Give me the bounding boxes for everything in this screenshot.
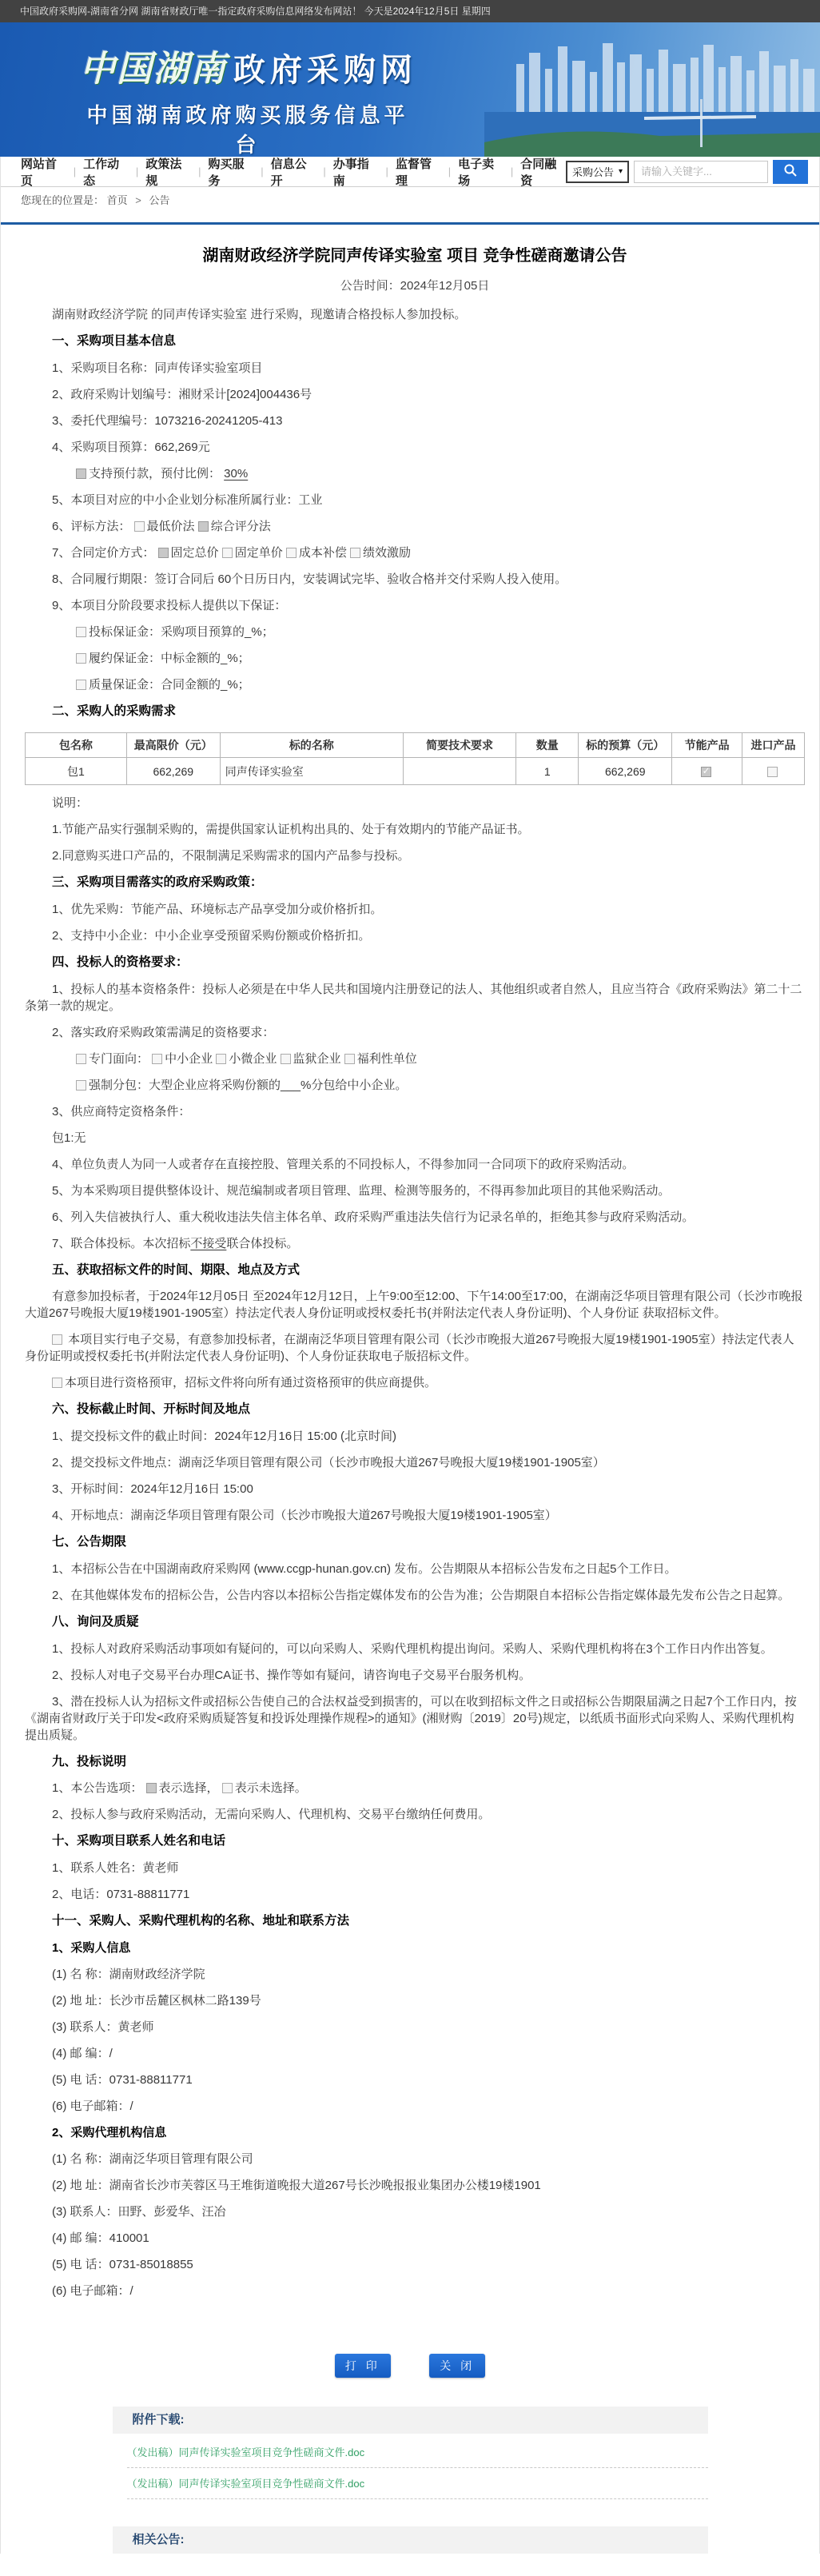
nav-separator: | xyxy=(448,165,452,177)
paragraph: 2、电话：0731-88811771 xyxy=(52,1887,190,1901)
paragraph: (6) 电子邮箱：/ xyxy=(52,2099,133,2113)
section-heading: 五、获取招标文件的时间、期限、地点及方式 xyxy=(52,1262,301,1277)
paragraph: 本项目实行电子交易，有意参加投标者，在湖南泛华项目管理有限公司（长沙市晚报大道267号晚报大厦19楼1901-1905室）持法定代表人身份证明或授权委托书(并附法定代表人身份证明)、个人身份证获取电子版招标文件。 xyxy=(25,1333,794,1364)
paragraph: (2) 地 址：湖南省长沙市芙蓉区马王堆街道晚报大道267号长沙晚报报业集团办公楼19楼1901 xyxy=(52,2178,541,2192)
paragraph: 7、合同定价方式： ✓固定总价 固定单价 成本补偿 绩效激励 xyxy=(25,540,805,566)
table-cell: 同声传译实验室 xyxy=(220,758,403,785)
paragraph: 7、联合体投标。本次招标不接受联合体投标。 xyxy=(52,1236,299,1250)
paragraph: (5) 电 话：0731-88811771 xyxy=(52,2072,193,2087)
requirements-table xyxy=(25,732,805,785)
paragraph: 5、为本采购项目提供整体设计、规范编制或者项目管理、监理、检测等服务的，不得再参加此项目的其他采购活动。 xyxy=(52,1183,671,1198)
checkbox-unchecked[interactable] xyxy=(52,1378,62,1388)
nav-separator: | xyxy=(510,165,514,177)
table-cell xyxy=(672,758,742,785)
table-header: 简要技术要求 xyxy=(403,733,515,758)
underlined-text: 30% xyxy=(224,466,249,481)
search-category-value: 采购公告 xyxy=(571,166,614,178)
table-row xyxy=(26,758,805,785)
table-cell xyxy=(742,758,805,785)
checkbox-unchecked[interactable] xyxy=(76,1054,86,1064)
paragraph: 投标保证金：采购项目预算的_%； xyxy=(25,619,805,645)
nav-separator: | xyxy=(198,165,201,177)
paragraph: 1、投标人的基本资格条件：投标人必须是在中华人民共和国境内注册登记的法人、其他组织或者自然人，且应当符合《政府采购法》第二十二条第一款的规定。 xyxy=(25,982,802,1013)
paragraph: 2、政府采购计划编号：湘财采计[2024]004436号 xyxy=(52,387,312,401)
nav-item-1[interactable]: 工作动态 xyxy=(83,157,120,188)
paragraph: 9、本项目分阶段要求投标人提供以下保证： xyxy=(52,598,287,612)
paragraph: 2、提交投标文件地点：湖南泛华项目管理有限公司（长沙市晚报大道267号晚报大厦19楼1901-1905室） xyxy=(52,1456,605,1470)
table-header: 包名称 xyxy=(26,733,127,758)
table-header: 节能产品 xyxy=(672,733,742,758)
nav-separator: | xyxy=(73,165,77,177)
paragraph: 1、投标人对政府采购活动事项如有疑问的，可以向采购人、采购代理机构提出询问。采购人、采购代理机构将在3个工作日内作出答复。 xyxy=(52,1641,773,1656)
checkbox-unchecked[interactable] xyxy=(281,1054,291,1064)
paragraph: 1.节能产品实行强制采购的，需提供国家认证机构出具的、处于有效期内的节能产品证书。 xyxy=(52,823,530,837)
paragraph: 3、开标时间：2024年12月16日 15:00 xyxy=(52,1482,253,1497)
page-shell xyxy=(0,157,820,2554)
checkbox-unchecked[interactable] xyxy=(52,1334,62,1345)
checkbox-unchecked[interactable] xyxy=(344,1054,355,1064)
page-title: 湖南财政经济学院同声传译实验室 项目 竞争性磋商邀请公告 xyxy=(202,247,627,265)
checkbox-checked[interactable] xyxy=(158,548,169,558)
attachment-link-1[interactable]: （发出稿）同声传译实验室项目竞争性磋商文件.doc xyxy=(127,2468,708,2499)
section-heading: 十一、采购人、采购代理机构的名称、地址和联系方法 xyxy=(52,1913,350,1928)
attachment-file-list xyxy=(113,2434,708,2499)
paragraph: 6、评标方法： 最低价法 ✓综合评分法 xyxy=(25,513,805,540)
paragraph: 2、投标人参与政府采购活动，无需向采购人、代理机构、交易平台缴纳任何费用。 xyxy=(52,1808,491,1822)
nav-item-0[interactable]: 网站首页 xyxy=(21,157,58,188)
paragraph: 1、本招标公告在中国湖南政府采购网 (www.ccgp-hunan.gov.cn) 发布。公告期限从本招标公告发布之日起5个工作日。 xyxy=(52,1561,677,1576)
related-title: 相关公告: xyxy=(113,2526,708,2554)
breadcrumb xyxy=(1,187,819,214)
paragraph: (3) 联系人：田野、彭爱华、汪冶 xyxy=(52,2204,226,2219)
table-cell xyxy=(403,758,515,785)
attachments-panel xyxy=(113,2407,708,2499)
checkbox-checked[interactable] xyxy=(146,1783,157,1793)
paragraph: ✓支持预付款，预付比例： 30% xyxy=(25,461,805,487)
article-body xyxy=(25,301,805,2304)
paragraph: 有意参加投标者，于2024年12月05日 至2024年12月12日，上午9:00至12:00、下午14:00至17:00，在湖南泛华项目管理有限公司（长沙市晚报大道267号晚报大厦19楼1901-1905室）持法定代表人身份证明或授权委托书(并附法定代表人身份证明)、个人身份证 获取招标文件。 xyxy=(25,1290,803,1321)
paragraph: (5) 电 话：0731-85018855 xyxy=(52,2257,193,2271)
paragraph: (1) 名 称：湖南泛华项目管理有限公司 xyxy=(52,2151,253,2166)
paragraph: 4、单位负责人为同一人或者存在直接控股、管理关系的不同投标人，不得参加同一合同项下的政府采购活动。 xyxy=(52,1157,635,1171)
paragraph: (4) 邮 编：410001 xyxy=(52,2231,149,2245)
checkbox-unchecked[interactable] xyxy=(216,1054,226,1064)
paragraph: 3、供应商特定资格条件： xyxy=(52,1104,191,1119)
main-nav xyxy=(1,157,819,187)
section-heading: 一、采购项目基本信息 xyxy=(52,334,177,348)
checkbox-unchecked[interactable] xyxy=(76,680,86,690)
breadcrumb-separator: > xyxy=(135,194,141,206)
checkbox-checked[interactable] xyxy=(198,521,209,532)
checkbox-unchecked[interactable] xyxy=(767,767,778,777)
nav-separator: | xyxy=(135,165,139,177)
nav-separator: | xyxy=(323,165,326,177)
nav-item-4[interactable]: 信息公开 xyxy=(270,157,307,188)
announcement-article xyxy=(1,225,819,2304)
section-heading: 七、公告期限 xyxy=(52,1535,127,1549)
checkbox-unchecked[interactable] xyxy=(222,548,233,558)
breadcrumb-home-link[interactable]: 首页 xyxy=(106,194,128,206)
paragraph: 说明： xyxy=(52,796,89,811)
paragraph: 本项目进行资格预审，招标文件将向所有通过资格预审的供应商提供。 xyxy=(25,1370,805,1396)
search-icon xyxy=(783,163,798,180)
search-box xyxy=(566,160,808,184)
paragraph: 2、投标人对电子交易平台办理CA证书、操作等如有疑问，请咨询电子交易平台服务机构。 xyxy=(52,1668,531,1682)
checkbox-unchecked[interactable] xyxy=(76,653,86,664)
logo-subtitle: 中国湖南政府购买服务信息平台 xyxy=(86,103,409,157)
section-heading: 2、采购代理机构信息 xyxy=(52,2125,167,2139)
table-cell: 包1 xyxy=(26,758,127,785)
paragraph: (1) 名 称：湖南财政经济学院 xyxy=(52,1967,205,1981)
checkbox-checked[interactable] xyxy=(76,469,86,479)
paragraph: 强制分包：大型企业应将采购份额的___%分包给中小企业。 xyxy=(25,1072,805,1099)
top-notice-bar: 中国政府采购网-湖南省分网 湖南省财政厅唯一指定政府采购信息网络发布网站！ 今天是2024年12月5日 星期四 xyxy=(0,0,820,22)
paragraph: 1、联系人姓名：黄老师 xyxy=(52,1860,179,1875)
nav-item-2[interactable]: 政策法规 xyxy=(145,157,182,188)
nav-item-5[interactable]: 办事指南 xyxy=(332,157,369,188)
publish-date: 公告时间：2024年12月05日 xyxy=(340,279,490,293)
section-heading: 六、投标截止时间、开标时间及地点 xyxy=(52,1402,251,1417)
table-header: 最高限价（元） xyxy=(126,733,220,758)
section-heading: 1、采购人信息 xyxy=(52,1940,131,1955)
attachment-link-0[interactable]: （发出稿）同声传译实验室项目竞争性磋商文件.doc xyxy=(127,2437,708,2468)
nav-item-8[interactable]: 合同融资 xyxy=(520,157,557,188)
close-button[interactable]: 关 闭 xyxy=(429,2354,485,2378)
paragraph: (4) 邮 编：/ xyxy=(52,2046,113,2060)
action-button-row xyxy=(1,2354,819,2378)
site-logo xyxy=(80,40,416,157)
section-heading: 二、采购人的采购需求 xyxy=(52,704,177,718)
breadcrumb-prefix: 您现在的位置是： xyxy=(21,194,105,206)
paragraph: 6、列入失信被执行人、重大税收违法失信主体名单、政府采购严重违法失信行为记录名单的，拒绝其参与政府采购活动。 xyxy=(52,1210,695,1224)
paragraph: 履约保证金：中标金额的_%； xyxy=(25,645,805,672)
checkbox-unchecked[interactable] xyxy=(286,548,297,558)
paragraph: (3) 联系人：黄老师 xyxy=(52,2020,154,2034)
nav-separator: | xyxy=(261,165,264,177)
paragraph: (6) 电子邮箱：/ xyxy=(52,2283,133,2298)
paragraph: 质量保证金：合同金额的_%； xyxy=(25,672,805,698)
search-button[interactable] xyxy=(773,160,808,184)
underlined-text: 不接受 xyxy=(190,1236,227,1250)
paragraph: 专门面向： 中小企业 小微企业 监狱企业 福利性单位 xyxy=(25,1046,805,1072)
attachments-title: 附件下载: xyxy=(113,2407,708,2434)
paragraph: 4、开标地点：湖南泛华项目管理有限公司（长沙市晚报大道267号晚报大厦19楼1901-1905室） xyxy=(52,1509,557,1523)
checkbox-unchecked[interactable] xyxy=(76,1080,86,1091)
checkbox-unchecked[interactable] xyxy=(222,1783,233,1793)
paragraph: 包1:无 xyxy=(52,1130,86,1145)
nav-item-7[interactable]: 电子卖场 xyxy=(458,157,495,188)
paragraph: 湖南财政经济学院 的同声传译实验室 进行采购，现邀请合格投标人参加投标。 xyxy=(52,308,467,321)
nav-item-3[interactable]: 购买服务 xyxy=(208,157,245,188)
section-heading: 三、采购项目需落实的政府采购政策： xyxy=(52,875,263,890)
paragraph: 1、优先采购：节能产品、环境标志产品享受加分或价格折扣。 xyxy=(52,903,383,917)
section-heading: 四、投标人的资格要求： xyxy=(52,955,189,970)
logo-calligraphy: 中国湖南 xyxy=(80,50,227,89)
table-header: 进口产品 xyxy=(742,733,805,758)
table-header: 标的预算（元） xyxy=(579,733,672,758)
logo-title: 政府采购网 xyxy=(233,53,417,88)
checkbox-unchecked[interactable] xyxy=(76,627,86,637)
table-cell: 662,269 xyxy=(579,758,672,785)
search-input[interactable] xyxy=(634,161,768,183)
paragraph: 8、合同履行期限：签订合同后 60个日历日内，安装调试完毕、验收合格并交付采购人投入使用。 xyxy=(52,572,567,586)
nav-separator: | xyxy=(385,165,388,177)
paragraph: 2、在其他媒体发布的招标公告，公告内容以本招标公告指定媒体发布的公告为准；公告期限自本招标公告指定媒体最先发布公告之日起算。 xyxy=(52,1588,790,1602)
section-heading: 十、采购项目联系人姓名和电话 xyxy=(52,1834,226,1848)
paragraph: 5、本项目对应的中小企业划分标准所属行业：工业 xyxy=(52,492,323,507)
section-heading: 八、询问及质疑 xyxy=(52,1614,139,1629)
checkbox-unchecked[interactable] xyxy=(134,521,145,532)
nav-menu xyxy=(21,155,566,189)
paragraph: 3、委托代理编号：1073216-20241205-413 xyxy=(52,413,283,428)
paragraph: 3、潜在投标人认为招标文件或招标公告使自己的合法权益受到损害的，可以在收到招标文件之日或招标公告期限届满之日起7个工作日内，按《湖南省财政厅关于印发<政府采购质疑答复和投诉处理操作规程>的通知》(湘财购〔2019〕20号)规定，以纸质书面形式向采购人、采购代理机构提出质疑。 xyxy=(25,1694,797,1742)
paragraph: 2、支持中小企业：中小企业享受预留采购份额或价格折扣。 xyxy=(52,929,371,943)
search-category-select[interactable] xyxy=(566,161,629,183)
nav-item-6[interactable]: 监督管理 xyxy=(395,157,432,188)
paragraph: 1、本公告选项： ✓表示选择， 表示未选择。 xyxy=(25,1775,805,1801)
chevron-down-icon: ▾ xyxy=(618,167,623,176)
section-heading: 九、投标说明 xyxy=(52,1754,127,1769)
table-header: 数量 xyxy=(516,733,579,758)
table-cell: 1 xyxy=(516,758,579,785)
paragraph: 4、采购项目预算：662,269元 xyxy=(52,440,210,454)
breadcrumb-current[interactable]: 公告 xyxy=(149,194,170,206)
paragraph: 1、提交投标文件的截止时间：2024年12月16日 15:00 (北京时间) xyxy=(52,1430,396,1444)
checkbox-unchecked[interactable] xyxy=(152,1054,162,1064)
paragraph: (2) 地 址：长沙市岳麓区枫林二路139号 xyxy=(52,1993,261,2008)
print-button[interactable]: 打 印 xyxy=(335,2354,391,2378)
table-header: 标的名称 xyxy=(220,733,403,758)
paragraph: 1、采购项目名称：同声传译实验室项目 xyxy=(52,361,263,375)
site-banner xyxy=(0,22,820,157)
paragraph: 2.同意购买进口产品的，不限制满足采购需求的国内产品参与投标。 xyxy=(52,849,410,863)
related-panel xyxy=(113,2526,708,2554)
checkbox-checked[interactable] xyxy=(701,767,711,777)
checkbox-unchecked[interactable] xyxy=(350,548,360,558)
paragraph: 2、落实政府采购政策需满足的资格要求： xyxy=(52,1025,275,1039)
table-cell: 662,269 xyxy=(126,758,220,785)
